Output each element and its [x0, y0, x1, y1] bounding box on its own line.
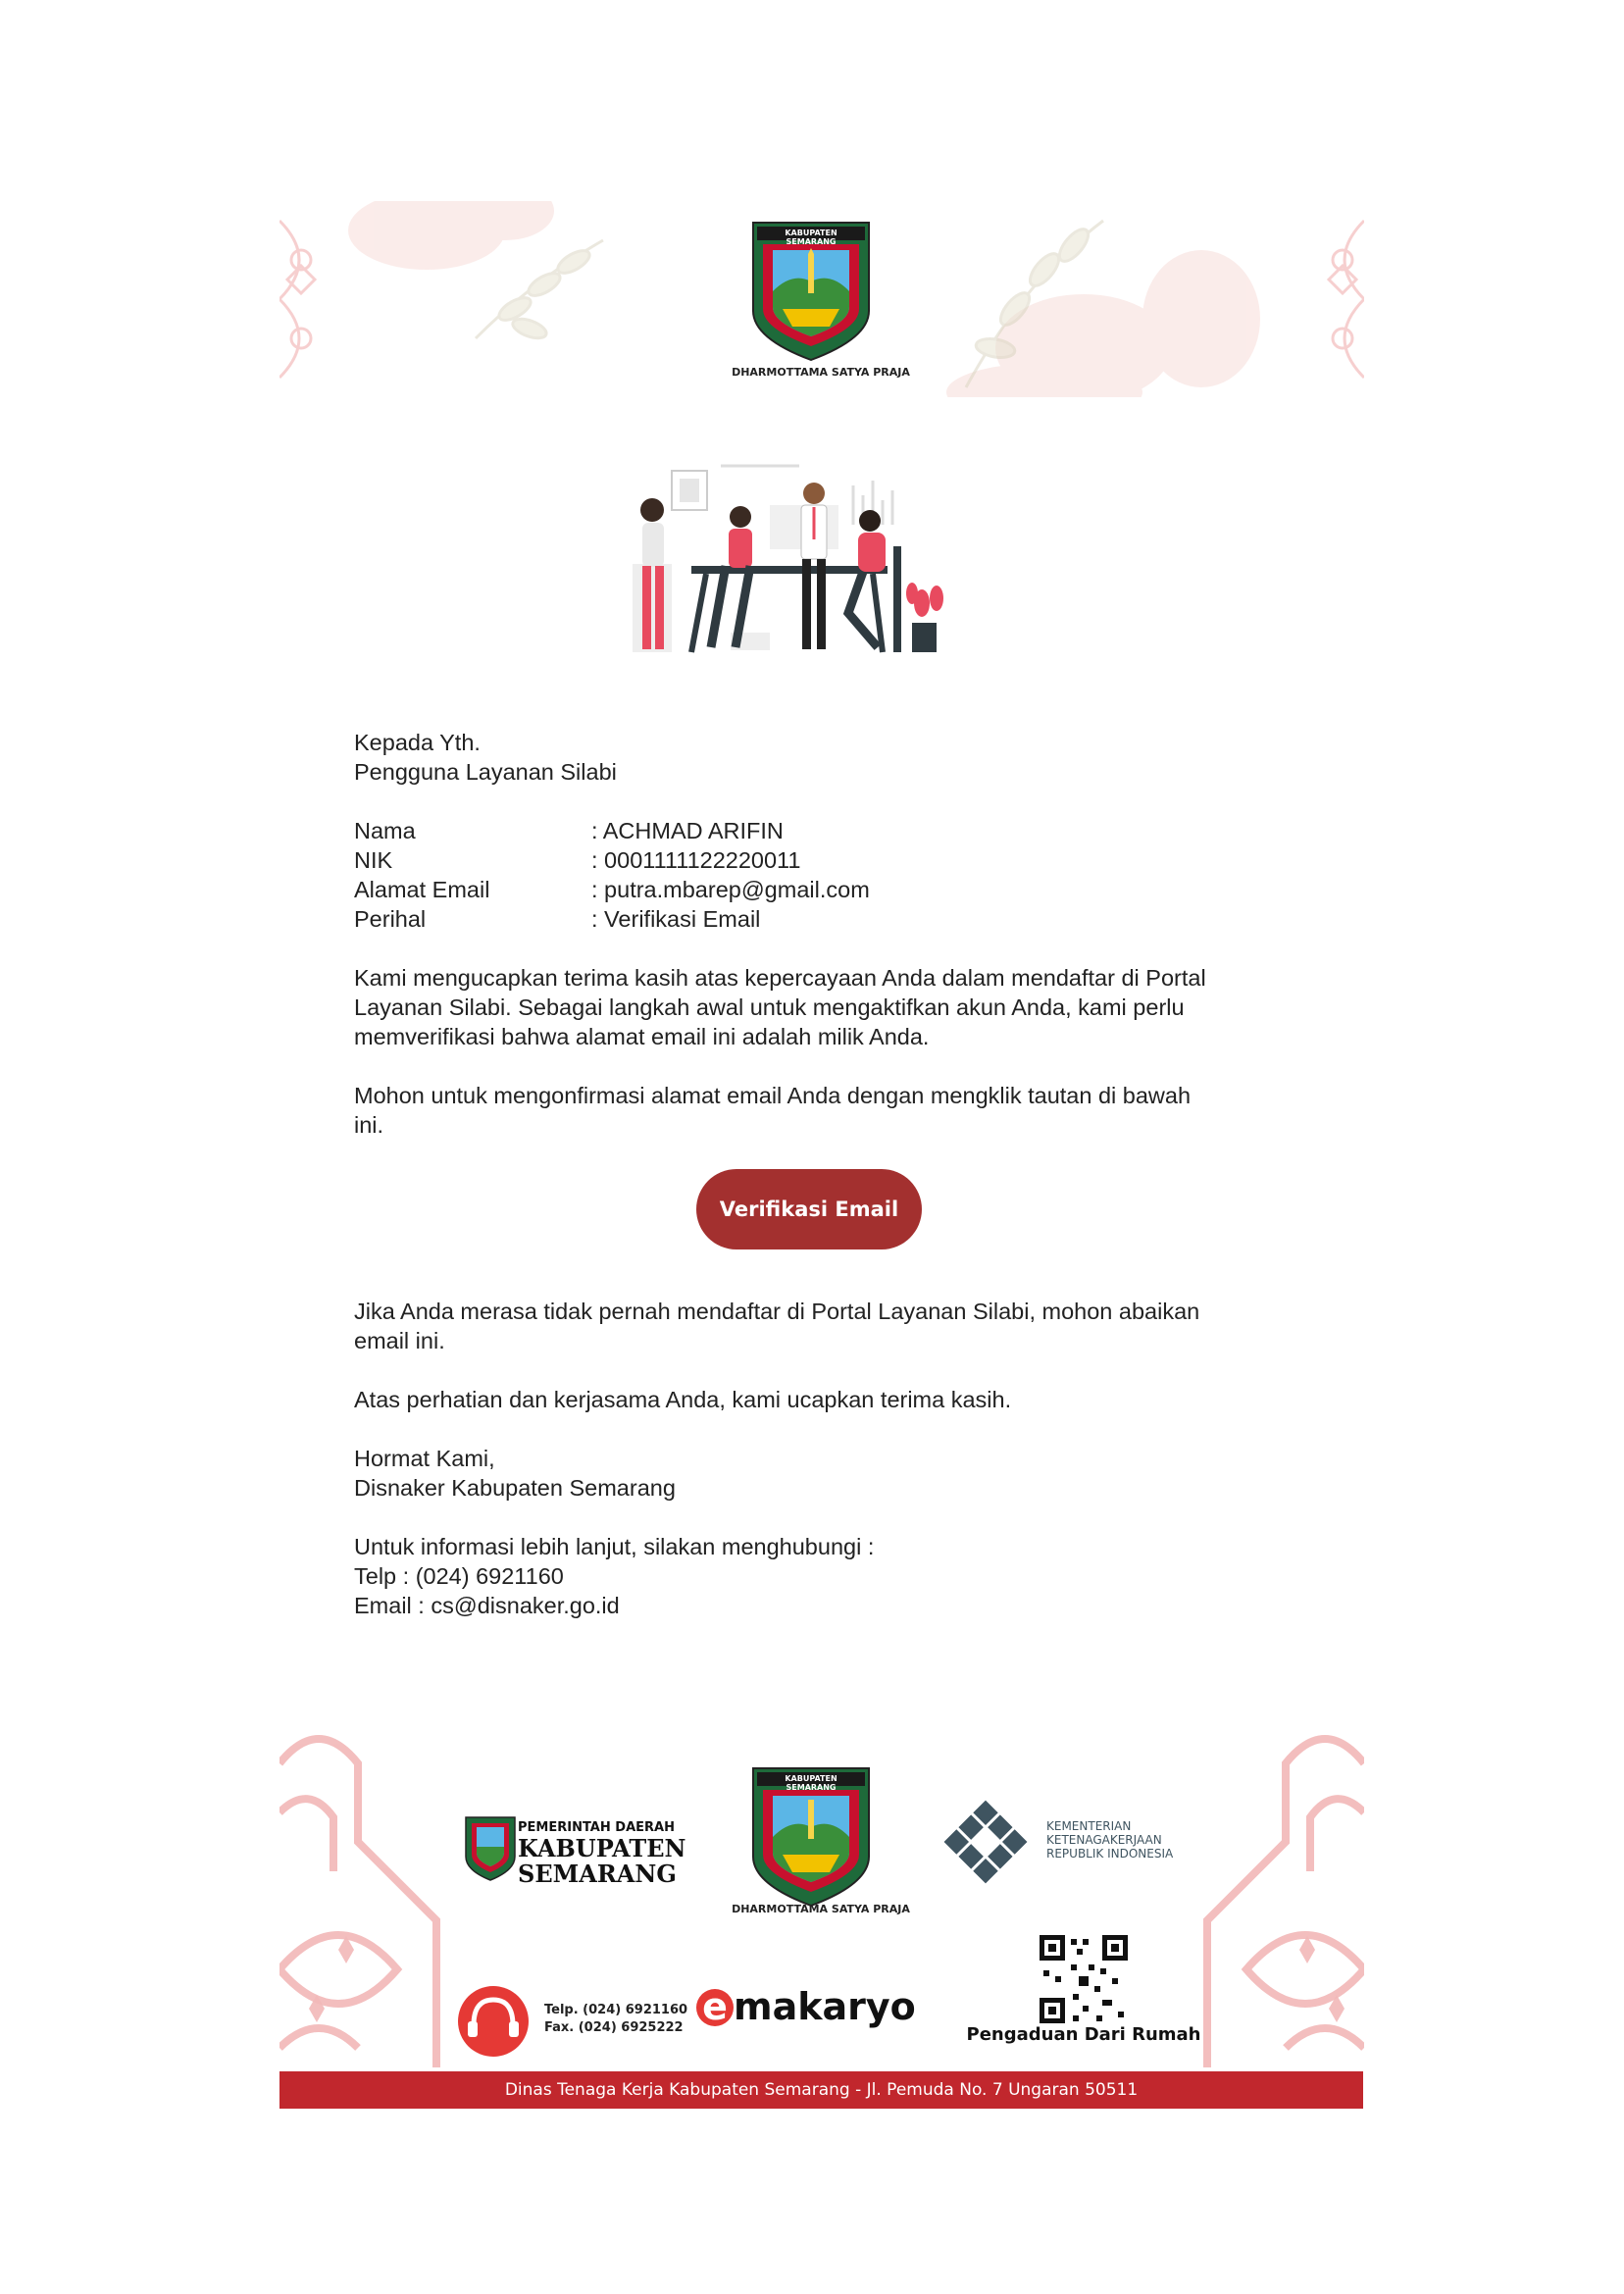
team-meeting-image	[613, 456, 951, 657]
footer	[279, 1724, 1364, 2107]
paragraph-2-line-2: ini.	[354, 1112, 384, 1138]
footer-fax: Fax. (024) 6925222	[544, 2020, 684, 2035]
field-value: : 0001111122220011	[591, 847, 801, 873]
info-phone: Telp : (024) 6921160	[354, 1563, 564, 1589]
field-key: NIK	[354, 847, 393, 873]
kemnaker-line-2: KETENAGAKERJAAN	[1046, 1833, 1162, 1847]
header-banner	[279, 201, 1364, 397]
paragraph-1-line-3: memverifikasi bahwa alamat email ini adalah milik Anda.	[354, 1024, 930, 1049]
paragraph-3-line-2: email ini.	[354, 1328, 445, 1353]
pemda-line-2: KABUPATEN	[518, 1834, 686, 1862]
footer-telp: Telp. (024) 6921160	[544, 2003, 688, 2017]
field-value: : Verifikasi Email	[591, 906, 761, 932]
salutation-line-1: Kepada Yth.	[354, 730, 481, 755]
field-row-nama	[354, 816, 1295, 845]
pemda-line-1: PEMERINTAH DAERAH	[518, 1820, 675, 1835]
paragraph-3-line-1: Jika Anda merasa tidak pernah mendaftar di Portal Layanan Silabi, mohon abaikan	[354, 1299, 1200, 1324]
field-row-perihal	[354, 904, 1295, 934]
field-key: Nama	[354, 818, 416, 843]
kemnaker-line-3: REPUBLIK INDONESIA	[1046, 1847, 1174, 1861]
info-line-1: Untuk informasi lebih lanjut, silakan menghubungi :	[354, 1534, 875, 1559]
paragraph-2-line-1: Mohon untuk mengonfirmasi alamat email Anda dengan mengklik tautan di bawah	[354, 1083, 1192, 1108]
field-key: Perihal	[354, 906, 427, 932]
footer-logo-top-text: KABUPATEN SEMARANG	[785, 1774, 837, 1792]
closing-line-2: Disnaker Kabupaten Semarang	[354, 1475, 676, 1501]
field-value: : putra.mbarep@gmail.com	[591, 877, 870, 902]
field-row-nik	[354, 845, 1295, 875]
paragraph-4: Atas perhatian dan kerjasama Anda, kami ucapkan terima kasih.	[354, 1387, 1012, 1412]
salutation-line-2: Pengguna Layanan Silabi	[354, 759, 617, 785]
footer-address-bar: Dinas Tenaga Kerja Kabupaten Semarang - Jl. Pemuda No. 7 Ungaran 50511	[279, 2071, 1363, 2109]
header-logo-top-text: KABUPATEN SEMARANG	[785, 229, 837, 246]
emakaryo-e: e	[696, 1989, 734, 2026]
verify-email-button[interactable]: Verifikasi Email	[696, 1169, 922, 1249]
footer-logo-motto: DHARMOTTAMA SATYA PRAJA	[732, 1903, 910, 1915]
pemda-line-3: SEMARANG	[518, 1860, 677, 1888]
emakaryo-logo	[696, 1985, 916, 2028]
qr-caption: Pengaduan Dari Rumah	[966, 2024, 1201, 2045]
button-wrapper	[354, 1169, 1295, 1249]
letter-content	[354, 728, 1295, 1620]
field-key: Alamat Email	[354, 877, 490, 902]
kemnaker-line-1: KEMENTERIAN	[1046, 1819, 1132, 1833]
header-logo-motto: DHARMOTTAMA SATYA PRAJA	[732, 366, 910, 379]
paragraph-1-line-2: Layanan Silabi. Sebagai langkah awal untuk mengaktifkan akun Anda, kami perlu	[354, 994, 1185, 1020]
team-meeting-illustration	[613, 456, 951, 657]
emakaryo-rest: makaryo	[734, 1985, 916, 2028]
closing-line-1: Hormat Kami,	[354, 1446, 495, 1471]
info-email[interactable]: Email : cs@disnaker.go.id	[354, 1593, 620, 1618]
field-row-email	[354, 875, 1295, 904]
field-value: : ACHMAD ARIFIN	[591, 818, 784, 843]
paragraph-1-line-1: Kami mengucapkan terima kasih atas kepercayaan Anda dalam mendaftar di Portal	[354, 965, 1206, 991]
